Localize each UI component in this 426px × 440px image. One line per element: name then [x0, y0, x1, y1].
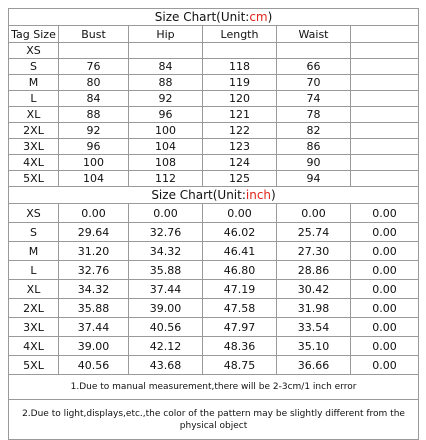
cm-cell-extra [351, 75, 419, 91]
inch-row [9, 318, 419, 337]
inch-row [9, 280, 419, 299]
inch-row [9, 356, 419, 375]
inch-cell-hip: 37.44 [129, 280, 203, 299]
inch-cell-waist: 25.74 [277, 223, 351, 242]
inch-row [9, 204, 419, 223]
cm-cell-length: 122 [203, 123, 277, 139]
inch-row [9, 337, 419, 356]
cm-cell-waist: 82 [277, 123, 351, 139]
cm-cell-bust: 88 [59, 107, 129, 123]
cm-cell-size: S [9, 59, 59, 75]
inch-cell-extra: 0.00 [351, 318, 419, 337]
cm-cell-waist: 66 [277, 59, 351, 75]
cm-cell-extra [351, 107, 419, 123]
inch-cell-bust: 34.32 [59, 280, 129, 299]
inch-cell-size: 3XL [9, 318, 59, 337]
cm-cell-waist [277, 43, 351, 59]
cm-cell-size: 2XL [9, 123, 59, 139]
cm-cell-length: 118 [203, 59, 277, 75]
inch-cell-waist: 0.00 [277, 204, 351, 223]
inch-cell-size: XL [9, 280, 59, 299]
cm-cell-bust: 104 [59, 171, 129, 187]
inch-unit-label: inch [245, 188, 272, 202]
inch-cell-bust: 31.20 [59, 242, 129, 261]
inch-cell-waist: 27.30 [277, 242, 351, 261]
cm-cell-bust: 84 [59, 91, 129, 107]
cm-cell-extra [351, 171, 419, 187]
note-2: 2.Due to light,displays,etc.,the color of the pattern may be slightly different from the physical object [9, 400, 419, 440]
inch-cell-hip: 35.88 [129, 261, 203, 280]
inch-cell-hip: 42.12 [129, 337, 203, 356]
cm-cell-extra [351, 139, 419, 155]
note-1: 1.Due to manual measurement,there will be 2-3cm/1 inch error [9, 375, 419, 400]
cm-cell-hip: 96 [129, 107, 203, 123]
header-hip: Hip [129, 26, 203, 43]
cm-cell-bust: 96 [59, 139, 129, 155]
cm-row [9, 171, 419, 187]
cm-cell-bust: 80 [59, 75, 129, 91]
cm-title-prefix: Size Chart(Unit: [154, 10, 250, 24]
inch-cell-size: 5XL [9, 356, 59, 375]
inch-cell-size: M [9, 242, 59, 261]
inch-cell-bust: 32.76 [59, 261, 129, 280]
cm-row [9, 107, 419, 123]
inch-cell-size: 4XL [9, 337, 59, 356]
cm-cell-waist: 86 [277, 139, 351, 155]
inch-cell-length: 46.80 [203, 261, 277, 280]
inch-cell-length: 47.58 [203, 299, 277, 318]
cm-cell-extra [351, 43, 419, 59]
inch-cell-size: L [9, 261, 59, 280]
cm-cell-hip: 100 [129, 123, 203, 139]
cm-cell-length: 121 [203, 107, 277, 123]
cm-cell-extra [351, 155, 419, 171]
size-chart-table [8, 8, 419, 440]
cm-row [9, 91, 419, 107]
inch-row [9, 223, 419, 242]
header-tag-size: Tag Size [9, 26, 59, 43]
inch-row [9, 261, 419, 280]
cm-cell-size: 5XL [9, 171, 59, 187]
cm-cell-waist: 94 [277, 171, 351, 187]
inch-cell-bust: 29.64 [59, 223, 129, 242]
inch-cell-hip: 0.00 [129, 204, 203, 223]
inch-cell-length: 46.02 [203, 223, 277, 242]
cm-cell-hip: 104 [129, 139, 203, 155]
inch-cell-extra: 0.00 [351, 280, 419, 299]
inch-cell-length: 47.19 [203, 280, 277, 299]
cm-cell-bust: 100 [59, 155, 129, 171]
cm-cell-hip: 112 [129, 171, 203, 187]
cm-title-row [9, 9, 419, 26]
cm-cell-size: 4XL [9, 155, 59, 171]
inch-title-row [9, 187, 419, 204]
cm-cell-hip: 92 [129, 91, 203, 107]
cm-cell-length: 119 [203, 75, 277, 91]
inch-row [9, 299, 419, 318]
cm-cell-hip: 108 [129, 155, 203, 171]
cm-cell-bust [59, 43, 129, 59]
inch-cell-waist: 33.54 [277, 318, 351, 337]
header-waist: Waist [277, 26, 351, 43]
inch-cell-hip: 32.76 [129, 223, 203, 242]
cm-cell-waist: 74 [277, 91, 351, 107]
cm-cell-hip: 88 [129, 75, 203, 91]
inch-cell-extra: 0.00 [351, 337, 419, 356]
inch-cell-extra: 0.00 [351, 242, 419, 261]
inch-cell-extra: 0.00 [351, 204, 419, 223]
cm-cell-size: XS [9, 43, 59, 59]
inch-cell-extra: 0.00 [351, 299, 419, 318]
cm-cell-length [203, 43, 277, 59]
cm-cell-hip [129, 43, 203, 59]
cm-cell-waist: 90 [277, 155, 351, 171]
cm-cell-length: 120 [203, 91, 277, 107]
inch-cell-extra: 0.00 [351, 223, 419, 242]
size-chart-sheet [8, 8, 418, 433]
cm-cell-size: M [9, 75, 59, 91]
inch-cell-waist: 36.66 [277, 356, 351, 375]
inch-cell-length: 48.36 [203, 337, 277, 356]
header-bust: Bust [59, 26, 129, 43]
inch-table-title [9, 187, 419, 204]
inch-cell-bust: 40.56 [59, 356, 129, 375]
cm-table-title [9, 9, 419, 26]
inch-cell-bust: 35.88 [59, 299, 129, 318]
cm-row [9, 43, 419, 59]
inch-cell-hip: 43.68 [129, 356, 203, 375]
inch-cell-waist: 28.86 [277, 261, 351, 280]
cm-cell-length: 123 [203, 139, 277, 155]
cm-cell-length: 124 [203, 155, 277, 171]
header-length: Length [203, 26, 277, 43]
cm-cell-extra [351, 59, 419, 75]
inch-cell-extra: 0.00 [351, 356, 419, 375]
inch-cell-bust: 39.00 [59, 337, 129, 356]
cm-cell-waist: 78 [277, 107, 351, 123]
cm-cell-size: L [9, 91, 59, 107]
inch-cell-extra: 0.00 [351, 261, 419, 280]
cm-cell-size: XL [9, 107, 59, 123]
note-row-1 [9, 375, 419, 400]
inch-cell-waist: 30.42 [277, 280, 351, 299]
inch-title-prefix: Size Chart(Unit: [151, 188, 246, 202]
inch-cell-size: 2XL [9, 299, 59, 318]
inch-cell-size: XS [9, 204, 59, 223]
header-blank [351, 26, 419, 43]
inch-cell-hip: 39.00 [129, 299, 203, 318]
cm-cell-extra [351, 91, 419, 107]
cm-cell-size: 3XL [9, 139, 59, 155]
cm-row [9, 75, 419, 91]
inch-cell-waist: 31.98 [277, 299, 351, 318]
inch-cell-length: 46.41 [203, 242, 277, 261]
cm-cell-waist: 70 [277, 75, 351, 91]
inch-title-suffix: ) [271, 188, 276, 202]
cm-header-row [9, 26, 419, 43]
cm-cell-hip: 84 [129, 59, 203, 75]
cm-cell-length: 125 [203, 171, 277, 187]
inch-cell-bust: 0.00 [59, 204, 129, 223]
inch-cell-length: 47.97 [203, 318, 277, 337]
inch-cell-size: S [9, 223, 59, 242]
inch-cell-length: 48.75 [203, 356, 277, 375]
cm-row [9, 155, 419, 171]
cm-cell-bust: 76 [59, 59, 129, 75]
note-row-2 [9, 400, 419, 440]
inch-cell-hip: 34.32 [129, 242, 203, 261]
cm-cell-extra [351, 123, 419, 139]
inch-cell-length: 0.00 [203, 204, 277, 223]
cm-title-suffix: ) [267, 10, 273, 24]
cm-row [9, 139, 419, 155]
cm-cell-bust: 92 [59, 123, 129, 139]
cm-unit-label: cm [249, 10, 268, 24]
inch-row [9, 242, 419, 261]
cm-row [9, 59, 419, 75]
inch-cell-hip: 40.56 [129, 318, 203, 337]
cm-row [9, 123, 419, 139]
inch-cell-bust: 37.44 [59, 318, 129, 337]
inch-cell-waist: 35.10 [277, 337, 351, 356]
